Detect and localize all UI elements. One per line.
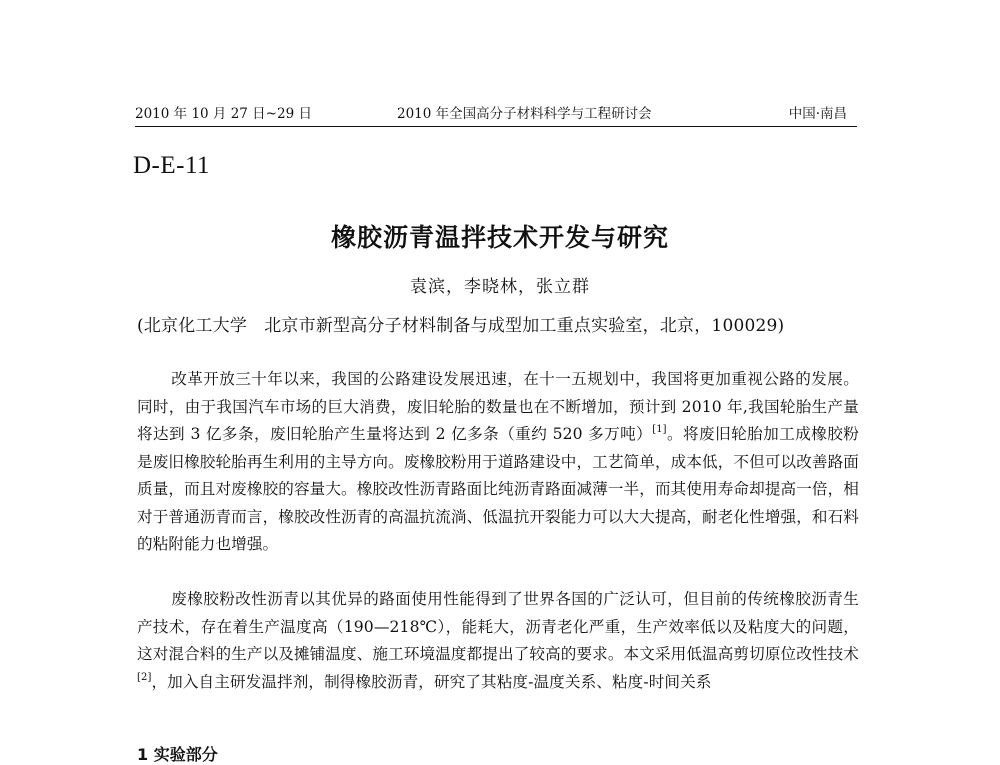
paragraph-2-text-a: 废橡胶粉改性沥青以其优异的路面使用性能得到了世界各国的广泛认可，但目前的传统橡胶沥青生产技术，存在着生产温度高（190—218℃），能耗大，沥青老化严重，生产效率低以及粘度大的问题，这对混合料的生产以及摊铺温度、施工环境温度都提出了较高的要求。本文采用低温高剪切原位改性技术 [137,590,859,663]
paragraph-2-text-b: ，加入自主研发温拌剂，制得橡胶沥青，研究了其粘度-温度关系、粘度-时间关系 [151,672,712,691]
paper-authors: 袁滨，李晓林，张立群 [410,277,590,297]
paper-title: 橡胶沥青温拌技术开发与研究 [330,223,669,252]
paragraph-2 [137,586,859,696]
citation-1: [1] [652,424,667,435]
header-rule [135,126,857,127]
header-date: 2010 年 10 月 27 日~29 日 [135,106,312,122]
paragraph-1-text-b: 。将废旧轮胎加工成橡胶粉是废旧橡胶轮胎再生利用的主导方向。废橡胶粉用于道路建设中，工艺简单，成本低，不但可以改善路面质量，而且对废橡胶的容量大。橡胶改性沥青路面比纯沥青路面减薄一半，而其使用寿命却提高一倍，相对于普通沥青而言，橡胶改性沥青的高温抗流淌、低温抗开裂能力可以大大提高，耐老化性增强，和石料的粘附能力也增强。 [137,425,860,553]
paper-code: D-E-11 [133,152,211,179]
running-header [135,100,857,126]
paragraph-1-text-a: 改革开放三十年以来，我国的公路建设发展迅速，在十一五规划中，我国将更加重视公路的发展。同时，由于我国汽车市场的巨大消费，废旧轮胎的数量也在不断增加，预计到 2010 年,我国轮胎生产量将达到 3 亿多条，废旧轮胎产生量将达到 2 亿多条（重约 520 多万吨） [137,370,859,443]
paragraph-1 [137,366,859,559]
paper-affiliation: (北京化工大学 北京市新型高分子材料制备与成型加工重点实验室，北京，100029) [137,316,785,336]
citation-2: [2] [137,671,152,683]
header-location: 中国·南昌 [788,106,847,122]
header-conference: 2010 年全国高分子材料科学与工程研讨会 [397,106,652,122]
section-heading: 1 实验部分 [137,745,218,764]
